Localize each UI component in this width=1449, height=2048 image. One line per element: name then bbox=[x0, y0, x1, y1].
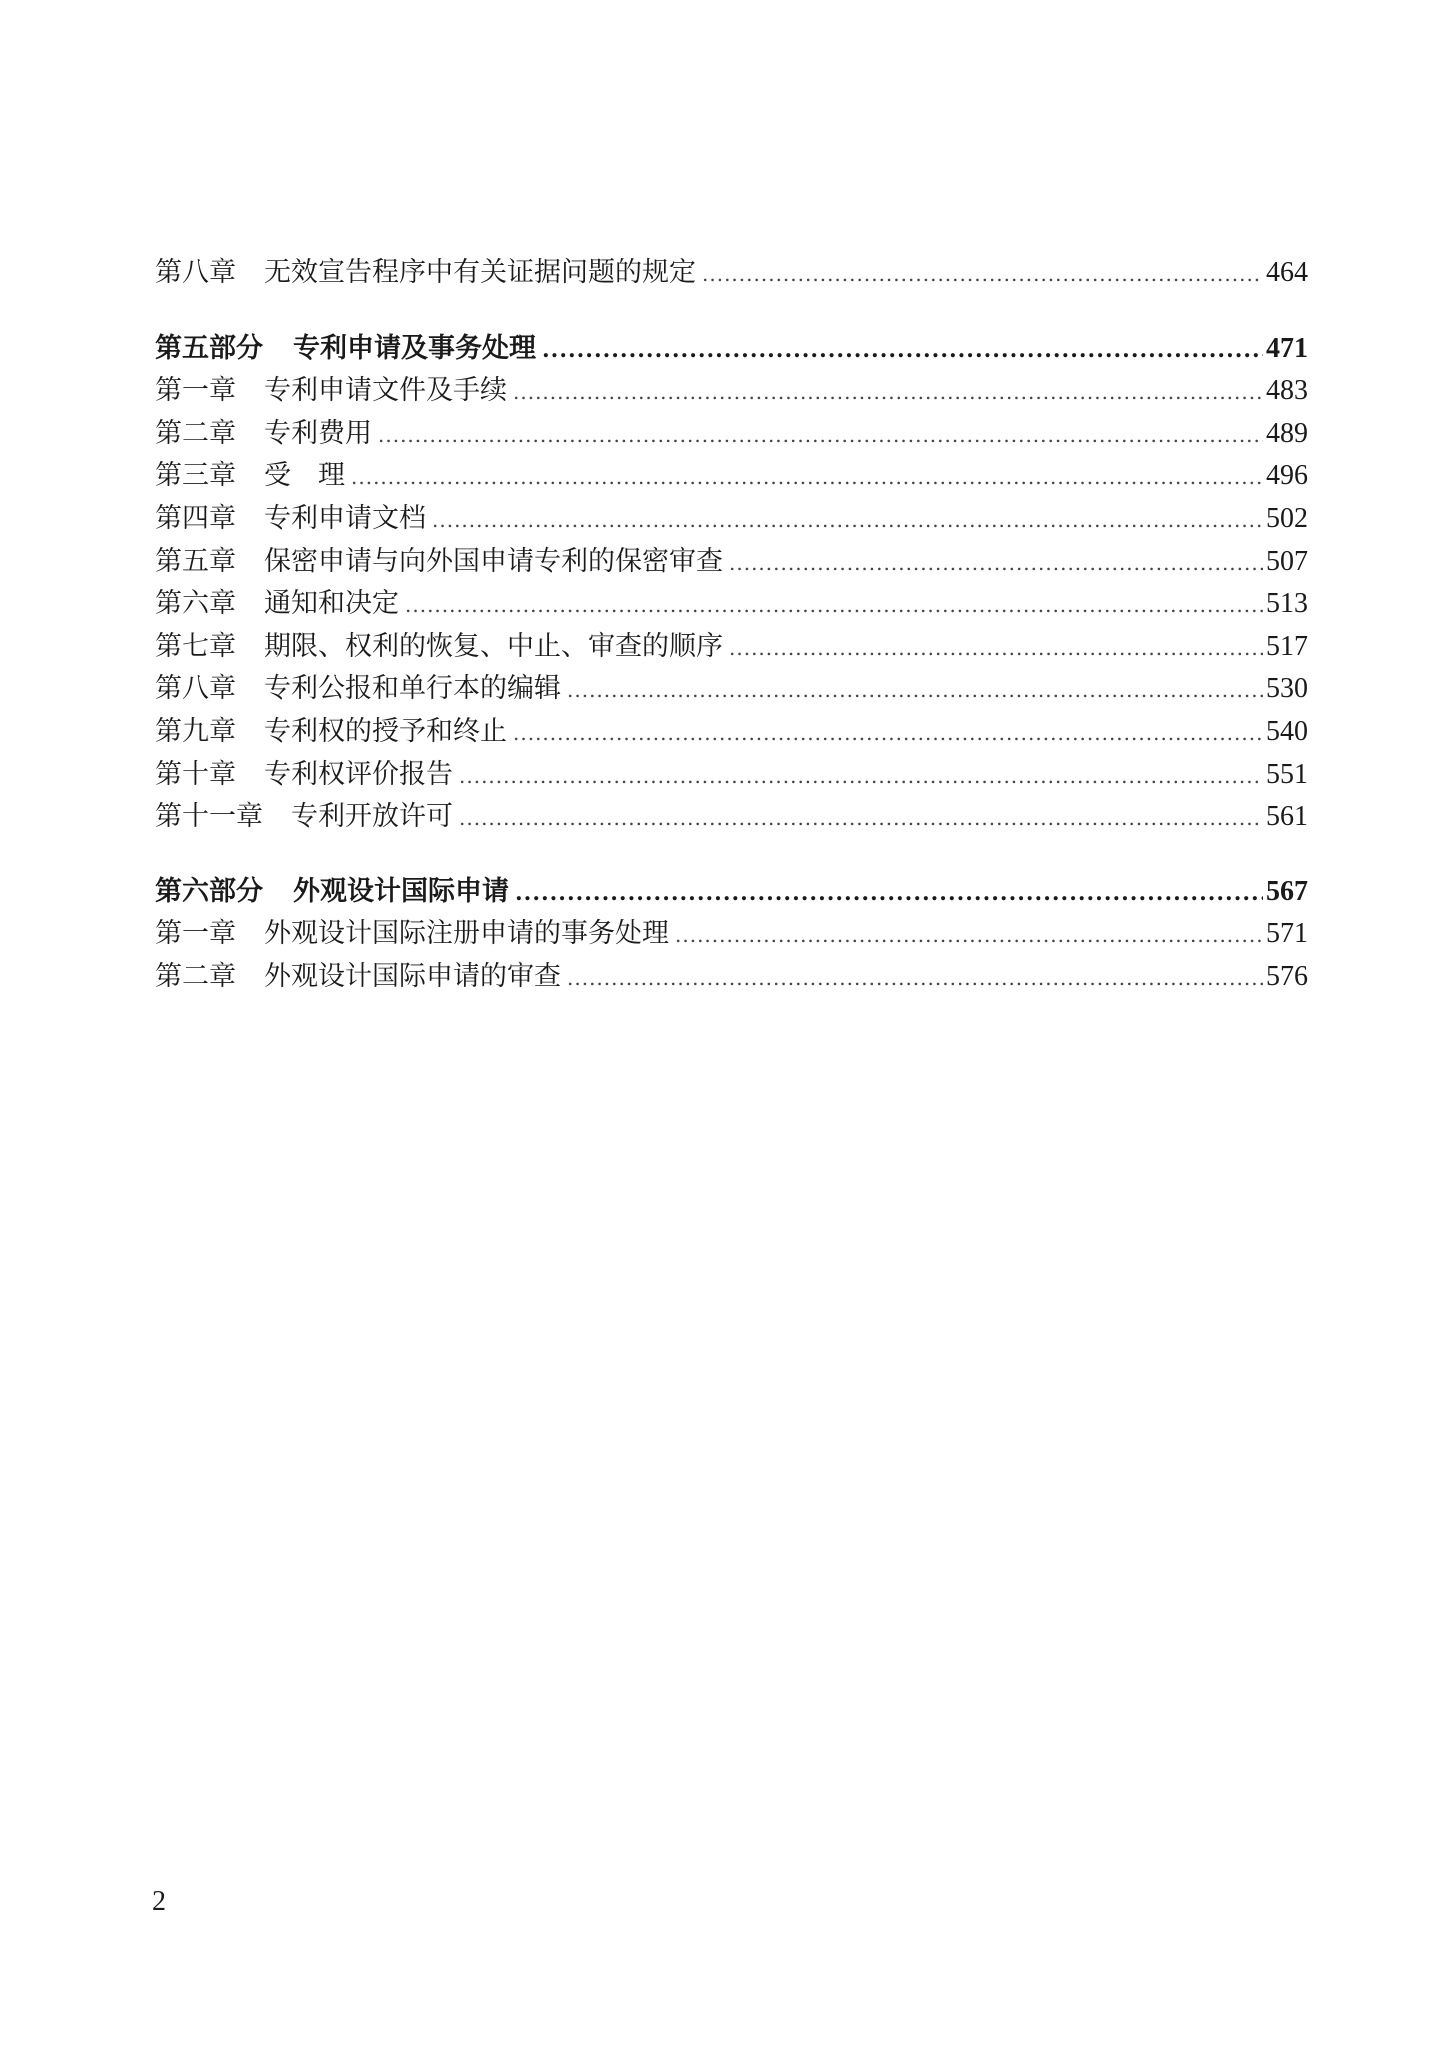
dot-leader bbox=[515, 872, 1263, 915]
chapter-title: 专利公报和单行本的编辑 bbox=[264, 673, 561, 705]
page-number: 571 bbox=[1266, 918, 1308, 950]
toc-entry-label bbox=[155, 913, 669, 956]
chapter-number: 第四章 bbox=[155, 502, 236, 534]
dot-leader bbox=[513, 371, 1263, 414]
toc-entry-label bbox=[155, 328, 536, 371]
chapter-title: 外观设计国际申请的审查 bbox=[264, 960, 561, 992]
chapter-number: 第一章 bbox=[155, 918, 236, 950]
toc-entry[interactable] bbox=[155, 626, 1308, 669]
toc-entry-label bbox=[155, 455, 345, 498]
part-title: 专利申请及事务处理 bbox=[293, 332, 536, 364]
chapter-number: 第十章 bbox=[155, 758, 236, 790]
toc-entry-label bbox=[155, 541, 723, 584]
toc-entry[interactable] bbox=[155, 956, 1308, 999]
toc-entry[interactable] bbox=[155, 252, 1308, 295]
page-number: 496 bbox=[1266, 460, 1308, 492]
toc-entry-label bbox=[155, 711, 507, 754]
toc-entry-label bbox=[155, 754, 453, 797]
page-number: 530 bbox=[1266, 673, 1308, 705]
chapter-title: 专利申请文档 bbox=[264, 502, 426, 534]
page-number: 576 bbox=[1266, 960, 1308, 992]
chapter-title: 无效宣告程序中有关证据问题的规定 bbox=[264, 257, 696, 288]
page-number: 540 bbox=[1266, 715, 1308, 747]
dot-leader bbox=[675, 914, 1263, 957]
page-number: 489 bbox=[1266, 417, 1308, 449]
toc-entry-label bbox=[155, 370, 507, 413]
page-number: 561 bbox=[1266, 801, 1308, 833]
chapter-title: 期限、权利的恢复、中止、审查的顺序 bbox=[264, 630, 723, 662]
page-number: 507 bbox=[1266, 545, 1308, 577]
toc-entry-label bbox=[155, 668, 561, 711]
chapter-number: 第八章 bbox=[155, 673, 236, 705]
chapter-number: 第五章 bbox=[155, 545, 236, 577]
dot-leader bbox=[729, 627, 1263, 670]
part-title: 外观设计国际申请 bbox=[293, 875, 509, 907]
dot-leader bbox=[513, 712, 1263, 755]
page-number: 551 bbox=[1266, 758, 1308, 790]
chapter-number: 第一章 bbox=[155, 375, 236, 407]
part-number: 第六部分 bbox=[155, 875, 263, 907]
toc-entry-label bbox=[155, 252, 696, 295]
chapter-number: 第二章 bbox=[155, 417, 236, 449]
toc-entry[interactable] bbox=[155, 455, 1308, 498]
dot-leader bbox=[702, 253, 1263, 296]
toc-entry-label bbox=[155, 413, 372, 456]
chapter-title: 专利费用 bbox=[264, 417, 372, 449]
chapter-title: 保密申请与向外国申请专利的保密审查 bbox=[264, 545, 723, 577]
toc-entry[interactable] bbox=[155, 370, 1308, 413]
chapter-title: 专利开放许可 bbox=[291, 801, 453, 833]
toc-entry[interactable] bbox=[155, 754, 1308, 797]
toc-entry-label bbox=[155, 583, 399, 626]
dot-leader bbox=[459, 797, 1263, 840]
toc-entry-label bbox=[155, 796, 453, 839]
dot-leader bbox=[542, 329, 1263, 372]
page-number: 567 bbox=[1266, 875, 1308, 907]
toc-entry[interactable] bbox=[155, 711, 1308, 754]
section-spacer bbox=[155, 295, 1308, 328]
page-number: 483 bbox=[1266, 375, 1308, 407]
chapter-title: 外观设计国际注册申请的事务处理 bbox=[264, 918, 669, 950]
chapter-title: 通知和决定 bbox=[264, 588, 399, 620]
toc-entry[interactable] bbox=[155, 913, 1308, 956]
page-number: 471 bbox=[1266, 332, 1308, 364]
toc-entry[interactable] bbox=[155, 541, 1308, 584]
toc-entry-label bbox=[155, 498, 426, 541]
chapter-number: 第十一章 bbox=[155, 801, 263, 833]
dot-leader bbox=[378, 414, 1263, 457]
toc-entry[interactable] bbox=[155, 583, 1308, 626]
page-number: 502 bbox=[1266, 502, 1308, 534]
chapter-number: 第八章 bbox=[155, 257, 236, 288]
chapter-title: 专利申请文件及手续 bbox=[264, 375, 507, 407]
toc-entry[interactable] bbox=[155, 413, 1308, 456]
page-number: 513 bbox=[1266, 588, 1308, 620]
part-number: 第五部分 bbox=[155, 332, 263, 364]
dot-leader bbox=[405, 584, 1263, 627]
toc-part-heading[interactable] bbox=[155, 871, 1308, 914]
toc-entry[interactable] bbox=[155, 668, 1308, 711]
page-number: 464 bbox=[1266, 257, 1308, 288]
chapter-title: 专利权的授予和终止 bbox=[264, 715, 507, 747]
dot-leader bbox=[729, 542, 1263, 585]
footer-page-number: 2 bbox=[152, 1886, 166, 1917]
chapter-title: 受 理 bbox=[264, 460, 345, 492]
chapter-number: 第三章 bbox=[155, 460, 236, 492]
toc-entry-label bbox=[155, 871, 509, 914]
table-of-contents bbox=[155, 252, 1308, 999]
toc-entry[interactable] bbox=[155, 498, 1308, 541]
chapter-number: 第六章 bbox=[155, 588, 236, 620]
toc-entry-label bbox=[155, 956, 561, 999]
section-spacer bbox=[155, 839, 1308, 871]
toc-entry[interactable] bbox=[155, 796, 1308, 839]
toc-part-heading[interactable] bbox=[155, 328, 1308, 371]
dot-leader bbox=[351, 456, 1263, 499]
dot-leader bbox=[459, 755, 1263, 798]
chapter-title: 专利权评价报告 bbox=[264, 758, 453, 790]
dot-leader bbox=[432, 499, 1263, 542]
chapter-number: 第九章 bbox=[155, 715, 236, 747]
page-number: 517 bbox=[1266, 630, 1308, 662]
dot-leader bbox=[567, 669, 1263, 712]
chapter-number: 第七章 bbox=[155, 630, 236, 662]
chapter-number: 第二章 bbox=[155, 960, 236, 992]
dot-leader bbox=[567, 957, 1263, 1000]
toc-entry-label bbox=[155, 626, 723, 669]
